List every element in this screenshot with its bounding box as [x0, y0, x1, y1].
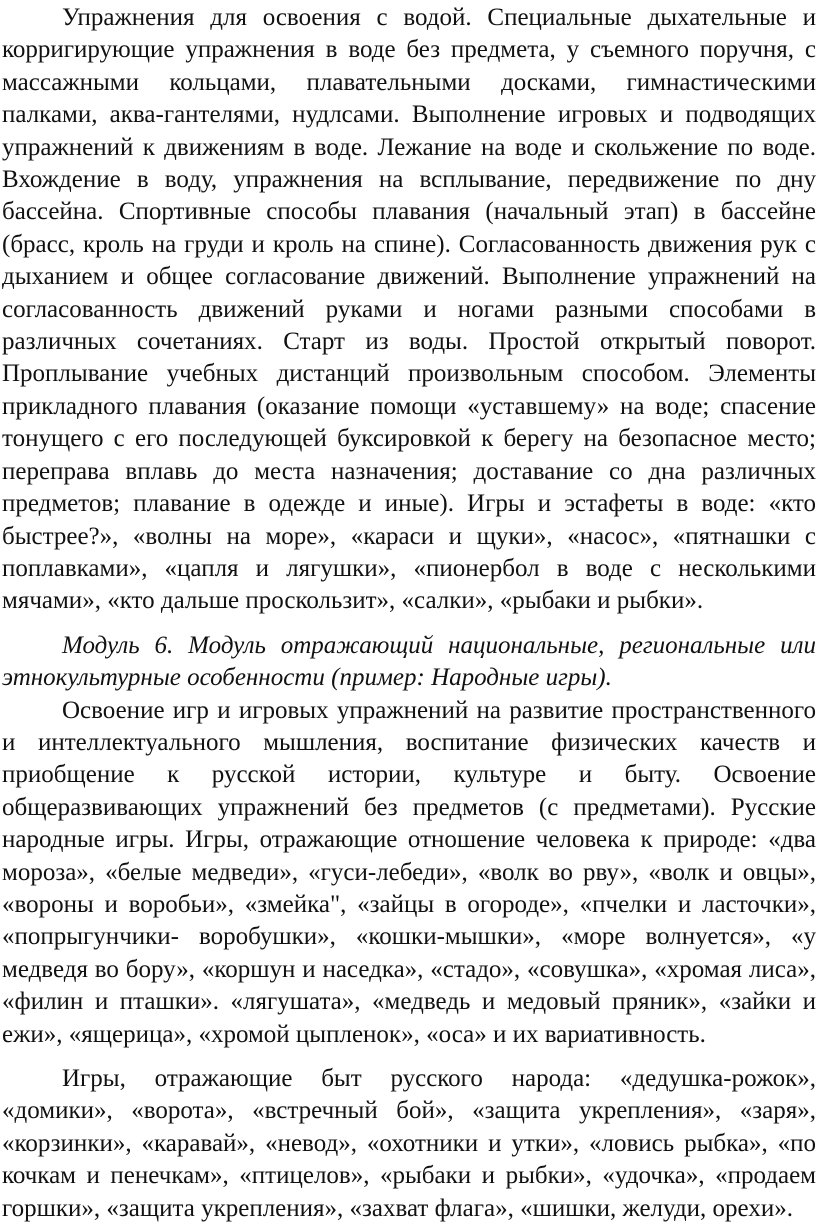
module-6-heading: Модуль 6. Модуль отражающий национальные, региональные или этнокультурные особенности (пример: Народные игры).: [2, 631, 816, 692]
paragraph-folk-games-life: Игры, отражающие быт русского народа: «дедушка-рожок», «домики», «ворота», «встречный бой», «защита укрепления», «заря», «корзинки», «каравай», «невод», «охотники и утки», «ловись рыбка», «по кочкам и пенечкам», «птицелов», «рыбаки и рыбки», «удочка», «продаем горшки», «защита укрепления», «захват флага», «шишки, желуди, орехи».: [2, 1065, 816, 1222]
paragraph-swimming-exercises: Упражнения для освоения с водой. Специальные дыхательные и корригирующие упражнения в воде без предмета, у съемного поручня, с массажными кольцами, плавательными досками, гимнастическими палками, аква-гантелями, нудлсами. Выполнение игровых и подводящих упражнений к движениям в воде. Лежание на воде и скольжение по воде. Вхождение в воду, упражнения на всплывание, передвижение по дну бассейна. Спортивные способы плавания (начальный этап) в бассейне (брасс, кроль на груди и кроль на спине). Согласованность движения рук с дыханием и общее согласование движений. Выполнение упражнений на согласованность движений руками и ногами разными способами в различных сочетаниях. Старт из воды. Простой открытый поворот. Проплывание учебных дистанций произвольным способом. Элементы прикладного плавания (оказание помощи «уставшему» на воде; спасение тонущего с его последующей буксировкой к берегу на безопасное место; переправа вплавь до места назначения; доставание со дна различных предметов; плавание в одежде и иные). Игры и эстафеты в воде: «кто быстрее?», «волны на море», «караси и щуки», «насос», «пятнашки с поплавками», «цапля и лягушки», «пионербол в воде с несколькими мячами», «кто дальше проскользит», «салки», «рыбаки и рыбки».: [2, 4, 816, 615]
paragraph-folk-games-nature: Освоение игр и игровых упражнений на развитие пространственного и интеллектуального мышления, воспитание физических качеств и приобщение к русской истории, культуре и быту. Освоение общеразвивающих упражнений без предметов (с предметами). Русские народные игры. Игры, отражающие отношение человека к природе: «два мороза», «белые медведи», «гуси-лебеди», «волк во рву», «волк и овцы», «вороны и воробьи», «змейка", «зайцы в огороде», «пчелки и ласточки», «попрыгунчики- воробушки», «кошки-мышки», «море волнуется», «у медведя во бору», «коршун и наседка», «стадо», «совушка», «хромая лиса», «филин и пташки». «лягушата», «медведь и медовый пряник», «зайки и ежи», «ящерица», «хромой цыпленок», «оса» и их вариативность.: [2, 696, 816, 1048]
